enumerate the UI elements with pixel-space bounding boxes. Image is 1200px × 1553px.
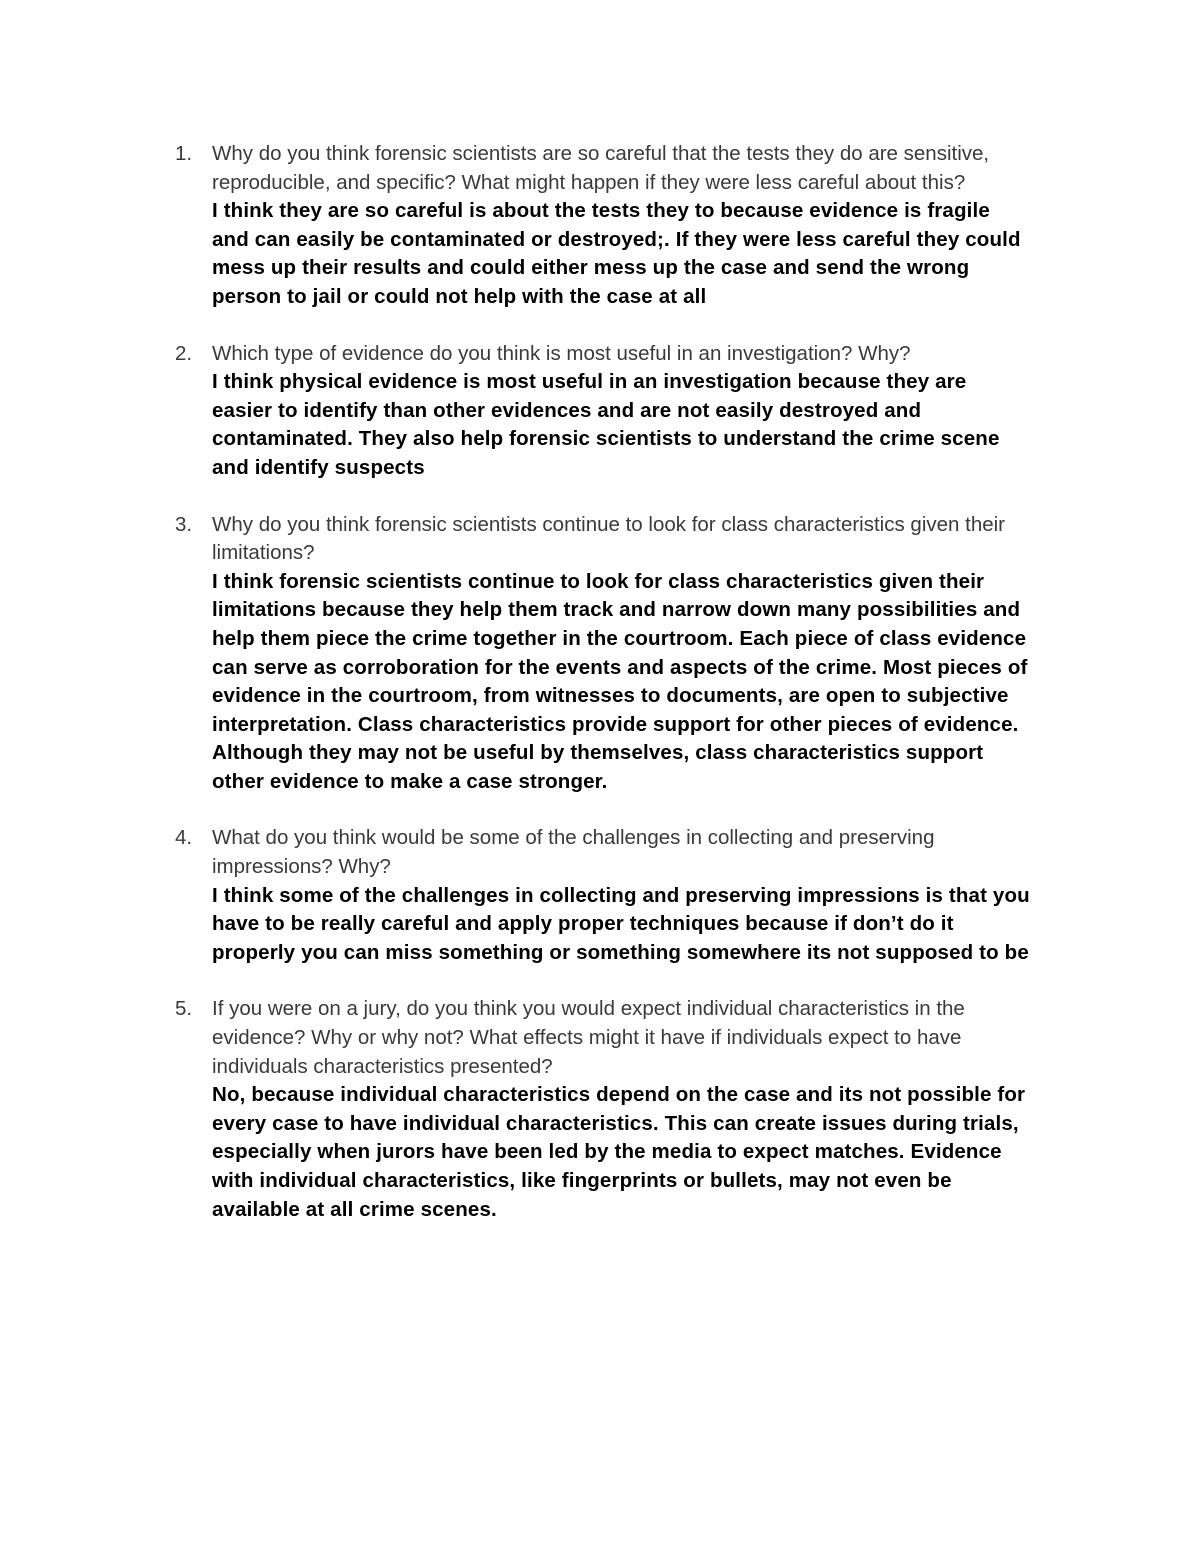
qa-item-5	[172, 995, 1072, 1224]
question-text: If you were on a jury, do you think you would expect individual characteristics in the evidence? Why or why not? What effects might it have if individuals expect to have individuals characteristics presented?	[212, 997, 965, 1078]
question-text: What do you think would be some of the challenges in collecting and preserving impressions? Why?	[212, 826, 935, 879]
question-text: Which type of evidence do you think is most useful in an investigation? Why?	[212, 341, 911, 365]
answer-text: I think forensic scientists continue to look for class characteristics given their limitations because they help them track and narrow down many possibilities and help them piece the crime together in the courtroom. Each piece of class evidence can serve as corroboration for the events and aspects of the crime. Most pieces of evidence in the courtroom, from witnesses to documents, are open to subjective interpretation. Class characteristics provide support for other pieces of evidence. Although they may not be useful by themselves, class characteristics support other evidence to make a case stronger.	[212, 569, 1028, 793]
answer-text: I think physical evidence is most useful in an investigation because they are easier to identify than other evidences and are not easily destroyed and contaminated. They also help forensic scientists to understand the crime scene and identify suspects	[212, 370, 1000, 479]
answer-text: I think they are so careful is about the tests they to because evidence is fragile and can easily be contaminated or destroyed;. If they were less careful they could mess up their results and could either mess up the case and send the wrong person to jail or could not help with the case at all	[212, 199, 1021, 308]
qa-item-4	[172, 824, 1072, 967]
item-number: 4.	[175, 826, 193, 850]
question-text: Why do you think forensic scientists continue to look for class characteristics given their limitations?	[212, 512, 1006, 565]
item-number: 2.	[175, 341, 193, 365]
answer-text: No, because individual characteristics depend on the case and its not possible for every case to have individual characteristics. This can create issues during trials, especially when jurors have been led by the media to expect matches. Evidence with individual characteristics, like fingerprints or bullets, may not even be available at all crime scenes.	[212, 1083, 1026, 1221]
qa-item-2	[172, 340, 1072, 483]
question-text: Why do you think forensic scientists are so careful that the tests they do are sensitive, reproducible, and specific? What might happen if they were less careful about this?	[212, 142, 990, 194]
qa-item-3	[172, 511, 1072, 797]
question-answer-list	[172, 140, 1072, 1252]
answer-text: I think some of the challenges in collecting and preserving impressions is that you have to be really careful and apply proper techniques because if don’t do it properly you can miss something or something somewhere its not supposed to be	[212, 883, 1030, 964]
qa-item-1	[172, 140, 1072, 312]
item-number: 5.	[175, 997, 193, 1021]
item-number: 1.	[175, 142, 193, 165]
item-number: 3.	[175, 512, 193, 536]
